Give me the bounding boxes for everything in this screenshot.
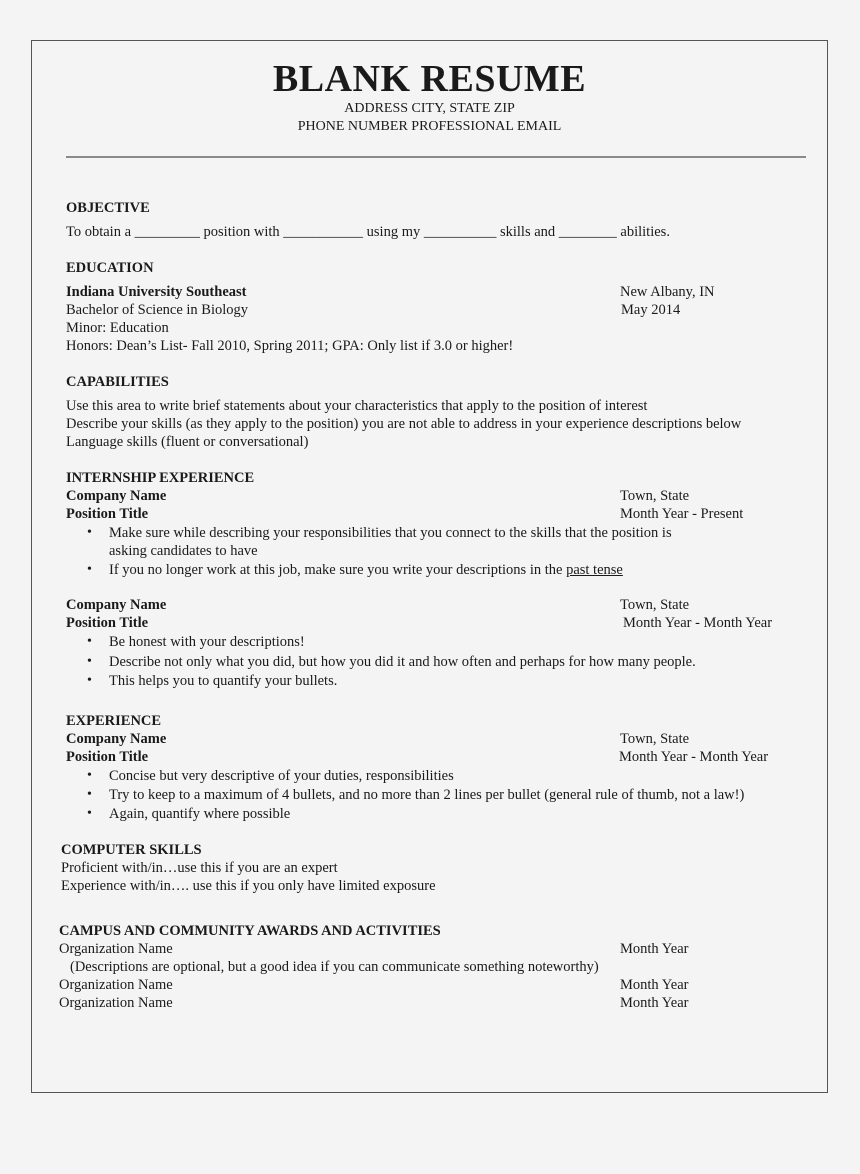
bullet-icon: • (87, 787, 92, 802)
experience-heading: EXPERIENCE (66, 713, 162, 729)
resume-name: BLANK RESUME (272, 58, 587, 100)
minor: Minor: Education (66, 320, 169, 336)
internship-heading: INTERNSHIP EXPERIENCE (66, 470, 255, 486)
capabilities-line: Language skills (fluent or conversational) (66, 434, 309, 450)
company-name: Company Name (66, 597, 167, 613)
bullet-icon: • (87, 634, 92, 649)
organization-name: Organization Name (59, 941, 173, 957)
company-location: Town, State (620, 597, 690, 613)
computer-skill-line: Experience with/in…. use this if you only have limited exposure (61, 878, 436, 894)
position-title: Position Title (66, 615, 149, 631)
organization-name: Organization Name (59, 977, 173, 993)
company-location: Town, State (620, 731, 690, 747)
organization-name: Organization Name (59, 995, 173, 1011)
objective-heading: OBJECTIVE (66, 200, 150, 216)
education-heading: EDUCATION (66, 260, 154, 276)
bullet-text: Describe not only what you did, but how you did it and how often and perhaps for how many people. (109, 654, 696, 670)
bullet-icon: • (87, 654, 92, 669)
company-name: Company Name (66, 488, 167, 504)
resume-page (31, 40, 828, 1093)
bullet-icon: • (87, 562, 92, 577)
school-location: New Albany, IN (620, 284, 715, 300)
computer-skill-line: Proficient with/in…use this if you are an expert (61, 860, 338, 876)
capabilities-line: Use this area to write brief statements about your characteristics that apply to the position of interest (66, 398, 648, 414)
organization-date: Month Year (620, 941, 689, 957)
awards-heading: CAMPUS AND COMMUNITY AWARDS AND ACTIVITIES (59, 923, 441, 939)
organization-date: Month Year (620, 977, 689, 993)
bullet-text: Again, quantify where possible (109, 806, 291, 822)
past-tense-text: past tense (566, 562, 623, 578)
awards-note: (Descriptions are optional, but a good idea if you can communicate something noteworthy) (70, 959, 599, 975)
header-divider (66, 156, 806, 158)
job-dates: Month Year - Month Year (623, 615, 773, 631)
capabilities-line: Describe your skills (as they apply to the position) you are not able to address in your experience descriptions below (66, 416, 742, 432)
job-dates: Month Year - Present (620, 506, 744, 522)
degree: Bachelor of Science in Biology (66, 302, 249, 318)
bullet-text: Try to keep to a maximum of 4 bullets, and no more than 2 lines per bullet (general rule of thumb, not a law!) (109, 787, 745, 803)
bullet-text: Concise but very descriptive of your duties, responsibilities (109, 768, 454, 784)
bullet-text: If you no longer work at this job, make sure you write your descriptions in the past tense (109, 562, 623, 578)
bullet-icon: • (87, 525, 92, 540)
company-location: Town, State (620, 488, 690, 504)
company-name: Company Name (66, 731, 167, 747)
bullet-icon: • (87, 768, 92, 783)
bullet-text: Be honest with your descriptions! (109, 634, 305, 650)
job-dates: Month Year - Month Year (619, 749, 769, 765)
bullet-icon: • (87, 806, 92, 821)
bullet-text: asking candidates to have (109, 543, 258, 559)
address-line: ADDRESS CITY, STATE ZIP (344, 101, 515, 116)
computer-skills-heading: COMPUTER SKILLS (61, 842, 202, 858)
honors: Honors: Dean’s List- Fall 2010, Spring 2011; GPA: Only list if 3.0 or higher! (66, 338, 514, 354)
bullet-text: This helps you to quantify your bullets. (109, 673, 338, 689)
capabilities-heading: CAPABILITIES (66, 374, 169, 390)
objective-text: To obtain a _________ position with ___________ using my __________ skills and ________ abilities. (66, 224, 670, 240)
school-name: Indiana University Southeast (66, 284, 247, 300)
position-title: Position Title (66, 749, 149, 765)
contact-line: PHONE NUMBER PROFESSIONAL EMAIL (297, 119, 562, 134)
organization-date: Month Year (620, 995, 689, 1011)
position-title: Position Title (66, 506, 149, 522)
bullet-text: Make sure while describing your responsibilities that you connect to the skills that the position is (109, 525, 672, 541)
graduation-date: May 2014 (621, 302, 681, 318)
bullet-icon: • (87, 673, 92, 688)
